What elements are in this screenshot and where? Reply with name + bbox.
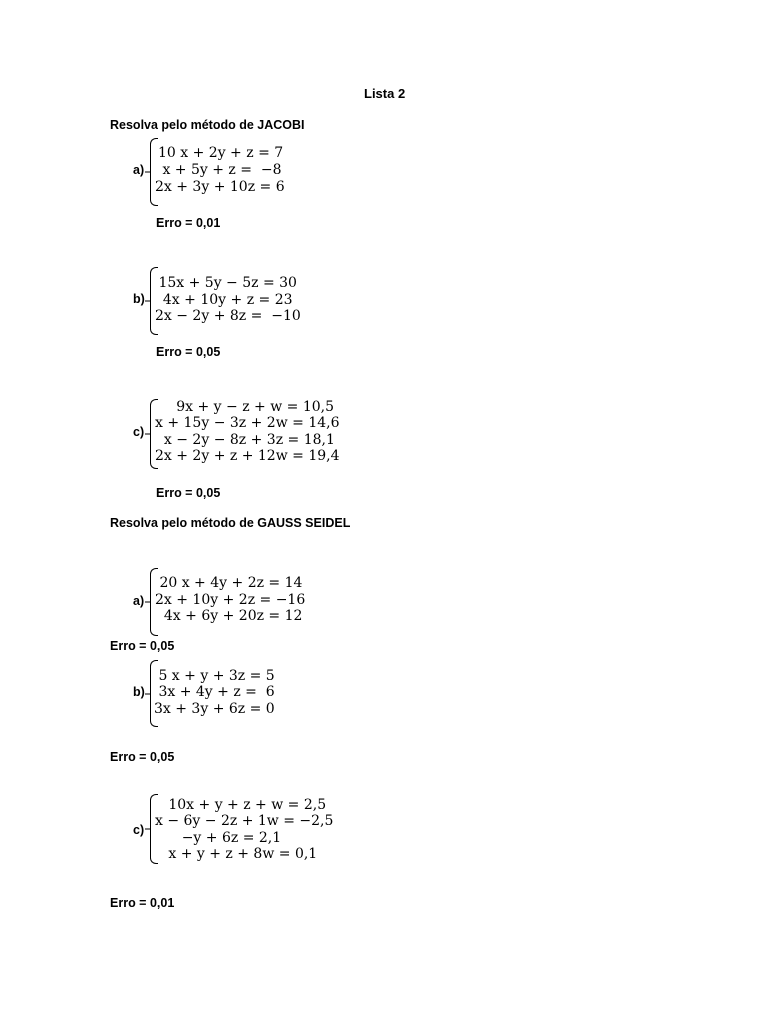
equation: 4x + 10y + z = 23 [154,292,293,308]
equation: 2x + 3y + 10z = 6 [155,179,285,195]
equation: 10 x + 2y + z = 7 [158,145,284,161]
error-tolerance: Erro = 0,01 [156,216,221,230]
equation: −y + 6z = 2,1 [155,830,282,846]
page-title: Lista 2 [364,86,406,101]
equation: 2x − 2y + 8z = −10 [155,308,301,324]
gauss-seidel-heading: Resolva pelo método de GAUSS SEIDEL [110,516,351,530]
equation: 2x + 2y + z + 12w = 19,4 [155,448,340,464]
system-label: b) [133,292,145,306]
equation: x − 6y − 2z + 1w = −2,5 [155,813,334,829]
equation: 20 x + 4y + 2z = 14 [155,575,303,591]
error-tolerance: Erro = 0,05 [156,486,221,500]
system-label: c) [133,425,145,439]
error-tolerance: Erro = 0,05 [110,750,175,764]
equation: 5 x + y + 3z = 5 [154,668,275,684]
equation: 2x + 10y + 2z = −16 [155,592,306,608]
system-label: b) [133,685,145,699]
brace [150,138,158,206]
equation: 3x + 3y + 6z = 0 [154,701,275,717]
system-label: a) [133,594,145,608]
equation: 3x + 4y + z = 6 [154,684,275,700]
equation: x + 15y − 3z + 2w = 14,6 [155,415,340,431]
equation: 10x + y + z + w = 2,5 [155,797,327,813]
error-tolerance: Erro = 0,05 [110,639,175,653]
error-tolerance: Erro = 0,01 [110,896,175,910]
equation: 4x + 6y + 20z = 12 [155,608,303,624]
system-label: c) [133,823,145,837]
jacobi-heading: Resolva pelo método de JACOBI [110,118,305,132]
equation: x − 2y − 8z + 3z = 18,1 [155,432,335,448]
system-label: a) [133,163,145,177]
equation: 15x + 5y − 5z = 30 [154,275,297,291]
equation: 9x + y − z + w = 10,5 [154,399,335,415]
error-tolerance: Erro = 0,05 [156,345,221,359]
equation: x + y + z + 8w = 0,1 [155,846,318,862]
equation: x + 5y + z = −8 [158,162,282,178]
